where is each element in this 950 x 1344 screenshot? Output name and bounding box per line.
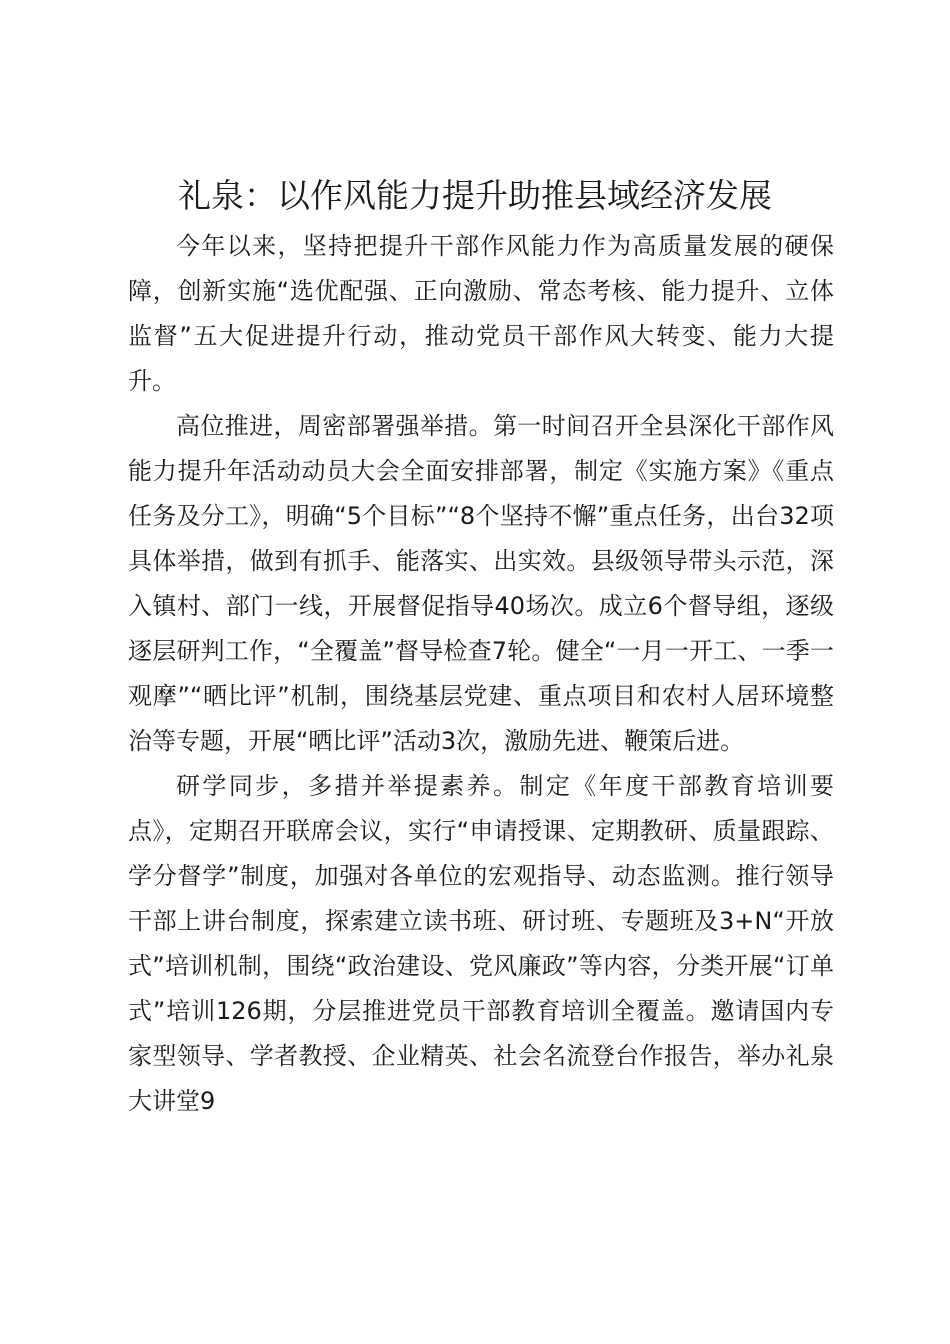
document-body [128,224,834,1124]
document-title: 礼泉：以作风能力提升助推县域经济发展 [178,176,772,215]
paragraph-high-level-push: 高位推进，周密部署强举措。第一时间召开全县深化干部作风能力提升年活动动员大会全面安排部署，制定《实施方案》《重点任务及分工》，明确“5个目标”“8个坚持不懈”重点任务，出台32项具体举措，做到有抓手、能落实、出实效。县级领导带头示范，深入镇村、部门一线，开展督促指导40场次。成立6个督导组，逐级逐层研判工作，“全覆盖”督导检查7轮。健全“一月一开工、一季一观摩”“晒比评”机制，围绕基层党建、重点项目和农村人居环境整治等专题，开展“晒比评”活动3次，激励先进、鞭策后进。 [128,412,834,755]
paragraph-study-sync: 研学同步，多措并举提素养。制定《年度干部教育培训要点》，定期召开联席会议，实行“申请授课、定期教研、质量跟踪、学分督学”制度，加强对各单位的宏观指导、动态监测。推行领导干部上讲台制度，探索建立读书班、研讨班、专题班及3+N“开放式”培训机制，围绕“政治建设、党风廉政”等内容，分类开展“订单式”培训126期，分层推进党员干部教育培训全覆盖。邀请国内专家型领导、学者教授、企业精英、社会名流登台作报告，举办礼泉大讲堂9 [128,772,834,1115]
paragraph-intro: 今年以来，坚持把提升干部作风能力作为高质量发展的硬保障，创新实施“选优配强、正向激励、常态考核、能力提升、立体监督”五大促进提升行动，推动党员干部作风大转变、能力大提升。 [128,232,834,395]
